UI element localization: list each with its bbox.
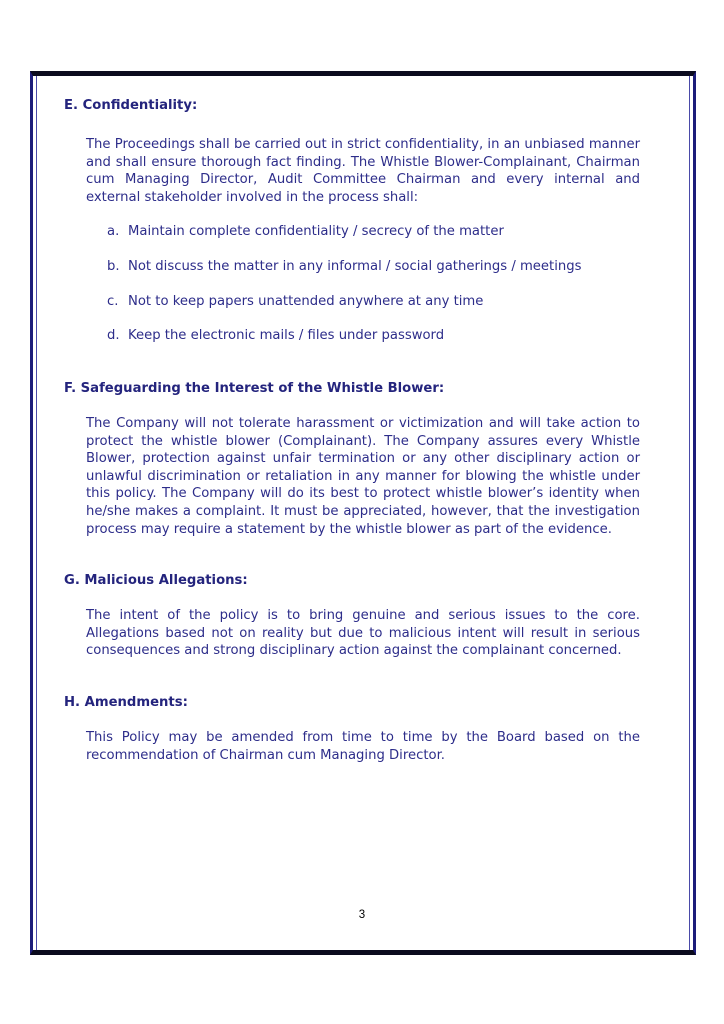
heading-confidentiality: E. Confidentiality:	[64, 98, 198, 113]
list-marker: c.	[107, 294, 119, 309]
heading-safeguarding: F. Safeguarding the Interest of the Whistle Blower:	[64, 381, 445, 396]
paragraph-confidentiality: The Proceedings shall be carried out in strict confidentiality, in an unbiased manner and shall ensure thorough fact finding. The Whistle Blower-Complainant, Chairman cum Managing Director, Audit Committee Chairman and every internal and external stakeholder involved in the process shall:	[86, 137, 640, 205]
list-item	[107, 328, 444, 343]
heading-amendments: H. Amendments:	[64, 695, 188, 710]
paragraph-safeguarding: The Company will not tolerate harassment or victimization and will take action to protect the whistle blower (Complainant). The Company assures every Whistle Blower, protection against unfair termination or any other disciplinary action or unlawful discrimination or retaliation in any manner for blowing the whistle under this policy. The Company will do its best to protect whistle blower’s identity when he/she makes a complaint. It must be appreciated, however, that the investigation process may require a statement by the whistle blower as part of the evidence.	[86, 416, 640, 537]
list-marker: b.	[107, 259, 120, 274]
list-item-text: Not discuss the matter in any informal / social gatherings / meetings	[128, 259, 582, 274]
list-item	[107, 259, 581, 274]
page-number: 3	[358, 909, 366, 921]
list-marker: a.	[107, 224, 120, 239]
list-item-text: Maintain complete confidentiality / secrecy of the matter	[128, 224, 504, 239]
list-item	[107, 294, 483, 309]
list-item-text: Not to keep papers unattended anywhere at any time	[128, 294, 484, 309]
paragraph-malicious-allegations: The intent of the policy is to bring genuine and serious issues to the core. Allegations based not on reality but due to malicious intent will result in serious consequences and strong disciplinary action against the complainant concerned.	[86, 608, 640, 659]
list-item	[107, 224, 504, 239]
list-item-text: Keep the electronic mails / files under password	[128, 328, 445, 343]
paragraph-amendments: This Policy may be amended from time to time by the Board based on the recommendation of Chairman cum Managing Director.	[86, 730, 640, 763]
list-marker: d.	[107, 328, 120, 343]
heading-malicious-allegations: G. Malicious Allegations:	[64, 573, 248, 588]
